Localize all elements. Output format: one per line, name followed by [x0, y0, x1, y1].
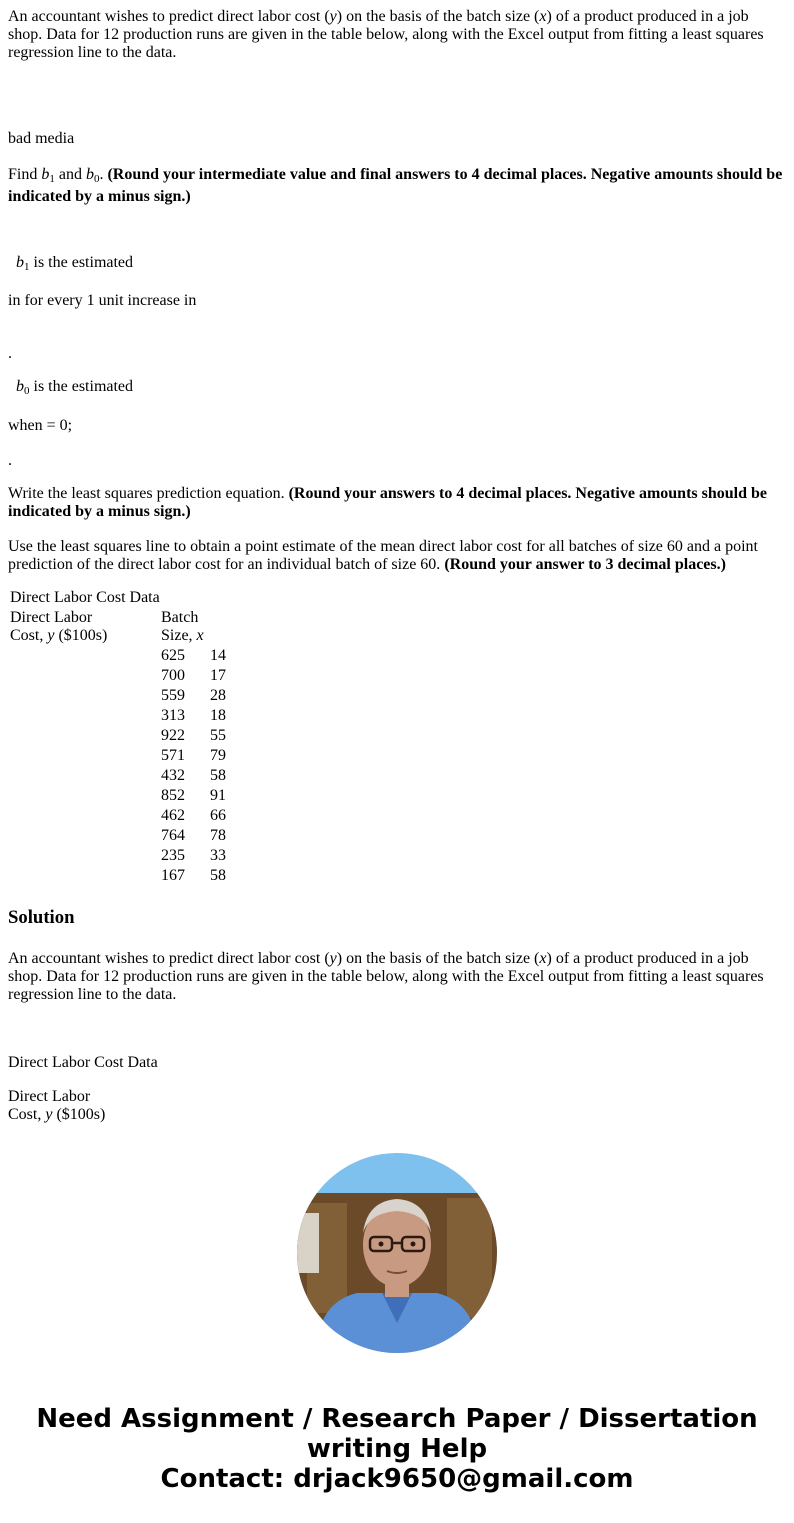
empty-cell	[8, 747, 159, 767]
solution-intro	[8, 950, 778, 1004]
promo-banner	[0, 1404, 794, 1494]
sub-1: 1	[24, 261, 30, 273]
and-word: and	[54, 166, 86, 183]
table-header-row	[8, 609, 232, 647]
write-text: Write the least squares prediction equation.	[8, 485, 289, 502]
cost-cell: 235	[161, 847, 185, 864]
solution-heading: Solution	[8, 907, 75, 928]
sub-1: 1	[49, 173, 55, 185]
increase-statement: in for every 1 unit increase in	[8, 292, 197, 309]
b-symbol: b	[85, 166, 94, 183]
table-row	[8, 767, 232, 787]
solution-table-caption: Direct Labor Cost Data	[8, 1054, 158, 1071]
find-instruction	[8, 164, 788, 208]
header-text: Direct Labor	[8, 1088, 91, 1105]
b-symbol: b	[16, 378, 24, 395]
table-row	[8, 747, 232, 767]
empty-cell	[8, 647, 159, 667]
write-equation-instruction	[8, 485, 788, 521]
header-text: Batch	[161, 609, 199, 626]
intro-text-2: ) on the basis of the batch size (	[336, 8, 540, 25]
var-x: x	[539, 8, 547, 25]
intro-text-3: ) of a product produced in a job shop. Data for 12 production runs are given in the table below, along with the Excel output from fitting a least squares regression line to the data.	[8, 8, 764, 61]
size-cell: 28	[210, 687, 226, 704]
intro-text-1: An accountant wishes to predict direct labor cost (	[8, 950, 330, 967]
size-cell: 78	[210, 827, 226, 844]
cost-cell: 625	[161, 647, 185, 664]
b1-text: is the estimated	[29, 254, 134, 271]
empty-cell	[8, 767, 159, 787]
b-symbol: b	[16, 254, 24, 271]
table-row	[8, 787, 232, 807]
cost-cell: 432	[161, 767, 185, 784]
header-text: ($100s)	[54, 627, 108, 644]
intro-text-3: ) of a product produced in a job shop. Data for 12 production runs are given in the table below, along with the Excel output from fitting a least squares regression line to the data.	[8, 950, 764, 1003]
intro-text-1: An accountant wishes to predict direct labor cost (	[8, 8, 330, 25]
cost-cell: 700	[161, 667, 185, 684]
size-cell: 58	[210, 767, 226, 784]
promo-line-2: writing Help	[306, 1434, 488, 1464]
size-cell: 79	[210, 747, 226, 764]
solution-column-header	[8, 1088, 105, 1124]
find-word: Find	[8, 166, 42, 183]
size-cell: 91	[210, 787, 226, 804]
empty-cell	[8, 827, 159, 847]
empty-cell	[8, 847, 159, 867]
size-cell: 18	[210, 707, 226, 724]
cost-cell: 167	[161, 867, 185, 884]
var-y: y	[47, 627, 55, 644]
cost-cell: 571	[161, 747, 185, 764]
period-line: .	[8, 452, 12, 469]
size-cell: 33	[210, 847, 226, 864]
empty-cell	[8, 807, 159, 827]
b1-statement	[16, 254, 133, 272]
header-text: Cost,	[8, 1106, 46, 1123]
tutor-avatar	[297, 1153, 497, 1353]
cost-column-header	[8, 609, 159, 647]
b0-text: is the estimated	[29, 378, 134, 395]
period: .	[99, 166, 108, 183]
cost-cell: 852	[161, 787, 185, 804]
size-cell: 58	[210, 867, 226, 884]
var-x: x	[196, 627, 204, 644]
cost-cell: 764	[161, 827, 185, 844]
table-row	[8, 667, 232, 687]
table-row	[8, 647, 232, 667]
size-column-header	[159, 609, 232, 647]
empty-cell	[8, 787, 159, 807]
intro-text-2: ) on the basis of the batch size (	[336, 950, 540, 967]
promo-contact: Contact: drjack9650@gmail.com	[160, 1464, 634, 1494]
table-caption: Direct Labor Cost Data	[10, 589, 160, 606]
b0-statement	[16, 378, 133, 396]
cost-cell: 462	[161, 807, 185, 824]
table-row	[8, 687, 232, 707]
empty-cell	[8, 727, 159, 747]
table-row	[8, 827, 232, 847]
direct-labor-cost-table	[8, 589, 232, 887]
table-row	[8, 847, 232, 867]
size-cell: 55	[210, 727, 226, 744]
b-symbol: b	[41, 166, 50, 183]
header-text: Cost,	[10, 627, 48, 644]
sub-0: 0	[93, 173, 100, 185]
size-cell: 66	[210, 807, 226, 824]
table-row	[8, 867, 232, 887]
cost-cell: 313	[161, 707, 185, 724]
point-estimate-instruction	[8, 538, 788, 574]
var-y: y	[329, 950, 337, 967]
rounding-instruction: (Round your answer to 3 decimal places.)	[444, 556, 726, 573]
table-caption-row	[8, 589, 232, 609]
tutor-portrait-image	[297, 1153, 497, 1353]
cost-cell: 559	[161, 687, 185, 704]
rounding-instruction: (Round your intermediate value and final answers to 4 decimal places. Negative amounts should be indicated by a minus sign.)	[8, 166, 783, 205]
sub-0: 0	[24, 385, 30, 397]
empty-cell	[8, 667, 159, 687]
var-y: y	[329, 8, 337, 25]
empty-cell	[8, 867, 159, 887]
rounding-instruction: (Round your answers to 4 decimal places. Negative amounts should be indicated by a minus sign.)	[8, 485, 767, 520]
bad-media-placeholder: bad media	[8, 130, 75, 147]
table-row	[8, 807, 232, 827]
empty-cell	[8, 707, 159, 727]
header-text: ($100s)	[52, 1106, 106, 1123]
promo-line-1: Need Assignment / Research Paper / Dissertation	[36, 1404, 758, 1434]
use-text: Use the least squares line to obtain a point estimate of the mean direct labor cost for all batches of size 60 and a point prediction of the direct labor cost for an individual batch of size 60.	[8, 538, 758, 573]
size-cell: 17	[210, 667, 226, 684]
header-text: Direct Labor	[10, 609, 93, 626]
table-row	[8, 707, 232, 727]
when-statement: when = 0;	[8, 417, 73, 434]
header-text: Size,	[161, 627, 197, 644]
size-cell: 14	[210, 647, 226, 664]
question-intro	[8, 8, 778, 62]
period-line: .	[8, 345, 12, 362]
empty-cell	[8, 687, 159, 707]
table-row	[8, 727, 232, 747]
cost-cell: 922	[161, 727, 185, 744]
var-x: x	[539, 950, 547, 967]
var-y: y	[45, 1106, 53, 1123]
